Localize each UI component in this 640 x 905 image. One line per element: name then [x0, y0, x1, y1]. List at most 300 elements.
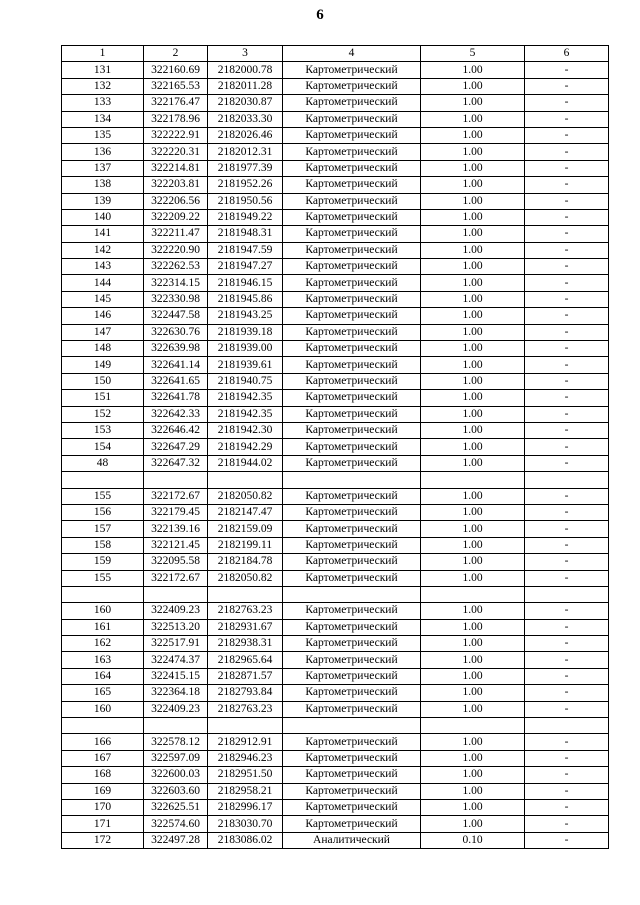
note-cell: -	[525, 685, 609, 701]
point-number-cell: 158	[62, 537, 144, 553]
column-header: 2	[144, 46, 208, 62]
table-row	[62, 750, 609, 766]
accuracy-cell: 1.00	[421, 734, 525, 750]
x-coordinate-cell: 322364.18	[144, 685, 208, 701]
note-cell	[525, 472, 609, 488]
accuracy-cell	[421, 472, 525, 488]
point-number-cell: 138	[62, 177, 144, 193]
y-coordinate-cell: 2182763.23	[208, 701, 283, 717]
y-coordinate-cell: 2182912.91	[208, 734, 283, 750]
method-cell: Картометрический	[283, 455, 421, 471]
x-coordinate-cell: 322178.96	[144, 111, 208, 127]
x-coordinate-cell: 322139.16	[144, 521, 208, 537]
point-number-cell: 156	[62, 504, 144, 520]
y-coordinate-cell: 2183030.70	[208, 816, 283, 832]
point-number-cell: 136	[62, 144, 144, 160]
point-number-cell: 168	[62, 767, 144, 783]
method-cell: Картометрический	[283, 291, 421, 307]
point-number-cell: 48	[62, 455, 144, 471]
table-row	[62, 783, 609, 799]
method-cell: Картометрический	[283, 209, 421, 225]
method-cell: Картометрический	[283, 275, 421, 291]
point-number-cell: 132	[62, 78, 144, 94]
x-coordinate-cell: 322578.12	[144, 734, 208, 750]
y-coordinate-cell: 2181942.30	[208, 422, 283, 438]
note-cell: -	[525, 767, 609, 783]
method-cell: Картометрический	[283, 750, 421, 766]
note-cell: -	[525, 783, 609, 799]
method-cell: Картометрический	[283, 767, 421, 783]
accuracy-cell: 1.00	[421, 324, 525, 340]
point-number-cell: 153	[62, 422, 144, 438]
method-cell: Картометрический	[283, 685, 421, 701]
y-coordinate-cell: 2181946.15	[208, 275, 283, 291]
accuracy-cell: 1.00	[421, 209, 525, 225]
note-cell: -	[525, 341, 609, 357]
method-cell: Картометрический	[283, 636, 421, 652]
table-row	[62, 832, 609, 848]
method-cell: Картометрический	[283, 259, 421, 275]
method-cell: Картометрический	[283, 226, 421, 242]
accuracy-cell: 1.00	[421, 226, 525, 242]
y-coordinate-cell: 2181947.27	[208, 259, 283, 275]
accuracy-cell: 1.00	[421, 242, 525, 258]
method-cell: Картометрический	[283, 439, 421, 455]
y-coordinate-cell: 2182184.78	[208, 554, 283, 570]
note-cell: -	[525, 291, 609, 307]
accuracy-cell: 1.00	[421, 127, 525, 143]
note-cell: -	[525, 406, 609, 422]
note-cell: -	[525, 619, 609, 635]
method-cell: Картометрический	[283, 734, 421, 750]
method-cell: Картометрический	[283, 422, 421, 438]
x-coordinate-cell: 322211.47	[144, 226, 208, 242]
accuracy-cell: 1.00	[421, 390, 525, 406]
method-cell: Картометрический	[283, 357, 421, 373]
point-number-cell: 151	[62, 390, 144, 406]
table-row	[62, 193, 609, 209]
y-coordinate-cell: 2181939.61	[208, 357, 283, 373]
note-cell: -	[525, 734, 609, 750]
point-number-cell	[62, 718, 144, 734]
y-coordinate-cell: 2182026.46	[208, 127, 283, 143]
method-cell: Картометрический	[283, 701, 421, 717]
x-coordinate-cell: 322176.47	[144, 95, 208, 111]
method-cell: Картометрический	[283, 783, 421, 799]
y-coordinate-cell	[208, 472, 283, 488]
table-row	[62, 554, 609, 570]
y-coordinate-cell: 2181942.35	[208, 406, 283, 422]
column-header: 4	[283, 46, 421, 62]
note-cell: -	[525, 62, 609, 78]
method-cell: Картометрический	[283, 537, 421, 553]
x-coordinate-cell: 322517.91	[144, 636, 208, 652]
point-number-cell: 162	[62, 636, 144, 652]
accuracy-cell: 1.00	[421, 95, 525, 111]
accuracy-cell: 0.10	[421, 832, 525, 848]
y-coordinate-cell	[208, 718, 283, 734]
accuracy-cell: 1.00	[421, 767, 525, 783]
accuracy-cell	[421, 586, 525, 602]
table-separator-row	[62, 586, 609, 602]
y-coordinate-cell: 2182147.47	[208, 504, 283, 520]
accuracy-cell: 1.00	[421, 537, 525, 553]
note-cell: -	[525, 701, 609, 717]
method-cell: Картометрический	[283, 144, 421, 160]
table-row	[62, 668, 609, 684]
note-cell: -	[525, 242, 609, 258]
table-row	[62, 78, 609, 94]
accuracy-cell: 1.00	[421, 504, 525, 520]
note-cell: -	[525, 799, 609, 815]
note-cell	[525, 718, 609, 734]
point-number-cell: 144	[62, 275, 144, 291]
point-number-cell: 161	[62, 619, 144, 635]
method-cell: Картометрический	[283, 668, 421, 684]
method-cell: Картометрический	[283, 373, 421, 389]
y-coordinate-cell: 2182030.87	[208, 95, 283, 111]
point-number-cell: 135	[62, 127, 144, 143]
point-number-cell: 152	[62, 406, 144, 422]
note-cell	[525, 586, 609, 602]
y-coordinate-cell: 2181947.59	[208, 242, 283, 258]
note-cell: -	[525, 570, 609, 586]
y-coordinate-cell: 2182763.23	[208, 603, 283, 619]
accuracy-cell: 1.00	[421, 799, 525, 815]
point-number-cell: 142	[62, 242, 144, 258]
table-row	[62, 308, 609, 324]
table-row	[62, 209, 609, 225]
table-row	[62, 177, 609, 193]
point-number-cell: 140	[62, 209, 144, 225]
x-coordinate-cell: 322574.60	[144, 816, 208, 832]
note-cell: -	[525, 111, 609, 127]
y-coordinate-cell: 2182931.67	[208, 619, 283, 635]
y-coordinate-cell: 2182938.31	[208, 636, 283, 652]
method-cell: Картометрический	[283, 570, 421, 586]
table-row	[62, 570, 609, 586]
note-cell: -	[525, 275, 609, 291]
y-coordinate-cell: 2182965.64	[208, 652, 283, 668]
table-row	[62, 291, 609, 307]
point-number-cell: 159	[62, 554, 144, 570]
method-cell: Картометрический	[283, 127, 421, 143]
table-row	[62, 619, 609, 635]
method-cell: Картометрический	[283, 111, 421, 127]
y-coordinate-cell: 2182996.17	[208, 799, 283, 815]
note-cell: -	[525, 488, 609, 504]
y-coordinate-cell: 2182050.82	[208, 488, 283, 504]
point-number-cell: 134	[62, 111, 144, 127]
point-number-cell	[62, 586, 144, 602]
x-coordinate-cell	[144, 586, 208, 602]
y-coordinate-cell: 2181952.26	[208, 177, 283, 193]
accuracy-cell: 1.00	[421, 783, 525, 799]
method-cell: Картометрический	[283, 504, 421, 520]
table-row	[62, 521, 609, 537]
table-separator-row	[62, 472, 609, 488]
x-coordinate-cell: 322095.58	[144, 554, 208, 570]
note-cell: -	[525, 259, 609, 275]
method-cell	[283, 586, 421, 602]
table-header-row	[62, 46, 609, 62]
table-row	[62, 242, 609, 258]
x-coordinate-cell: 322203.81	[144, 177, 208, 193]
accuracy-cell: 1.00	[421, 685, 525, 701]
method-cell: Картометрический	[283, 78, 421, 94]
method-cell: Картометрический	[283, 799, 421, 815]
y-coordinate-cell: 2182958.21	[208, 783, 283, 799]
y-coordinate-cell: 2182951.50	[208, 767, 283, 783]
x-coordinate-cell: 322179.45	[144, 504, 208, 520]
table-row	[62, 341, 609, 357]
accuracy-cell: 1.00	[421, 488, 525, 504]
x-coordinate-cell: 322642.33	[144, 406, 208, 422]
note-cell: -	[525, 636, 609, 652]
y-coordinate-cell: 2182159.09	[208, 521, 283, 537]
y-coordinate-cell: 2182012.31	[208, 144, 283, 160]
point-number-cell: 141	[62, 226, 144, 242]
point-number-cell: 165	[62, 685, 144, 701]
method-cell: Картометрический	[283, 406, 421, 422]
table-row	[62, 373, 609, 389]
note-cell: -	[525, 422, 609, 438]
point-number-cell: 163	[62, 652, 144, 668]
table-row	[62, 324, 609, 340]
point-number-cell: 171	[62, 816, 144, 832]
method-cell: Картометрический	[283, 652, 421, 668]
table-separator-row	[62, 718, 609, 734]
x-coordinate-cell: 322600.03	[144, 767, 208, 783]
note-cell: -	[525, 177, 609, 193]
x-coordinate-cell: 322647.29	[144, 439, 208, 455]
method-cell: Картометрический	[283, 324, 421, 340]
note-cell: -	[525, 324, 609, 340]
method-cell: Картометрический	[283, 177, 421, 193]
note-cell: -	[525, 439, 609, 455]
table-row	[62, 160, 609, 176]
accuracy-cell: 1.00	[421, 603, 525, 619]
point-number-cell: 170	[62, 799, 144, 815]
point-number-cell: 155	[62, 570, 144, 586]
note-cell: -	[525, 209, 609, 225]
y-coordinate-cell: 2183086.02	[208, 832, 283, 848]
point-number-cell: 143	[62, 259, 144, 275]
note-cell: -	[525, 127, 609, 143]
table-row	[62, 636, 609, 652]
note-cell: -	[525, 750, 609, 766]
note-cell: -	[525, 160, 609, 176]
method-cell	[283, 718, 421, 734]
accuracy-cell: 1.00	[421, 144, 525, 160]
point-number-cell: 137	[62, 160, 144, 176]
accuracy-cell: 1.00	[421, 521, 525, 537]
accuracy-cell: 1.00	[421, 291, 525, 307]
note-cell: -	[525, 455, 609, 471]
method-cell: Картометрический	[283, 193, 421, 209]
table-row	[62, 226, 609, 242]
x-coordinate-cell: 322165.53	[144, 78, 208, 94]
y-coordinate-cell: 2182033.30	[208, 111, 283, 127]
x-coordinate-cell: 322409.23	[144, 701, 208, 717]
y-coordinate-cell: 2181948.31	[208, 226, 283, 242]
table-row	[62, 488, 609, 504]
x-coordinate-cell: 322330.98	[144, 291, 208, 307]
x-coordinate-cell: 322172.67	[144, 488, 208, 504]
y-coordinate-cell: 2182199.11	[208, 537, 283, 553]
column-header: 3	[208, 46, 283, 62]
table-row	[62, 357, 609, 373]
table-row	[62, 422, 609, 438]
method-cell: Картометрический	[283, 95, 421, 111]
x-coordinate-cell: 322121.45	[144, 537, 208, 553]
y-coordinate-cell: 2181939.18	[208, 324, 283, 340]
point-number-cell: 150	[62, 373, 144, 389]
point-number-cell: 155	[62, 488, 144, 504]
x-coordinate-cell: 322497.28	[144, 832, 208, 848]
y-coordinate-cell	[208, 586, 283, 602]
x-coordinate-cell	[144, 472, 208, 488]
accuracy-cell: 1.00	[421, 406, 525, 422]
accuracy-cell	[421, 718, 525, 734]
point-number-cell: 131	[62, 62, 144, 78]
y-coordinate-cell: 2181942.29	[208, 439, 283, 455]
table-row	[62, 767, 609, 783]
accuracy-cell: 1.00	[421, 373, 525, 389]
method-cell: Картометрический	[283, 390, 421, 406]
point-number-cell: 147	[62, 324, 144, 340]
y-coordinate-cell: 2182050.82	[208, 570, 283, 586]
table-row	[62, 259, 609, 275]
point-number-cell: 149	[62, 357, 144, 373]
method-cell: Картометрический	[283, 554, 421, 570]
table-row	[62, 127, 609, 143]
note-cell: -	[525, 521, 609, 537]
point-number-cell: 166	[62, 734, 144, 750]
method-cell: Картометрический	[283, 341, 421, 357]
table-row	[62, 455, 609, 471]
page-number: 6	[316, 7, 324, 23]
y-coordinate-cell: 2181950.56	[208, 193, 283, 209]
note-cell: -	[525, 554, 609, 570]
accuracy-cell: 1.00	[421, 701, 525, 717]
method-cell: Картометрический	[283, 521, 421, 537]
method-cell: Картометрический	[283, 816, 421, 832]
x-coordinate-cell: 322214.81	[144, 160, 208, 176]
method-cell: Аналитический	[283, 832, 421, 848]
point-number-cell: 164	[62, 668, 144, 684]
x-coordinate-cell: 322597.09	[144, 750, 208, 766]
column-header: 5	[421, 46, 525, 62]
y-coordinate-cell: 2182946.23	[208, 750, 283, 766]
x-coordinate-cell: 322206.56	[144, 193, 208, 209]
note-cell: -	[525, 816, 609, 832]
x-coordinate-cell: 322639.98	[144, 341, 208, 357]
x-coordinate-cell: 322314.15	[144, 275, 208, 291]
note-cell: -	[525, 357, 609, 373]
accuracy-cell: 1.00	[421, 816, 525, 832]
note-cell: -	[525, 504, 609, 520]
method-cell: Картометрический	[283, 308, 421, 324]
x-coordinate-cell: 322447.58	[144, 308, 208, 324]
x-coordinate-cell: 322160.69	[144, 62, 208, 78]
note-cell: -	[525, 95, 609, 111]
accuracy-cell: 1.00	[421, 619, 525, 635]
y-coordinate-cell: 2182871.57	[208, 668, 283, 684]
table-row	[62, 701, 609, 717]
point-number-cell: 169	[62, 783, 144, 799]
accuracy-cell: 1.00	[421, 636, 525, 652]
x-coordinate-cell	[144, 718, 208, 734]
note-cell: -	[525, 308, 609, 324]
x-coordinate-cell: 322409.23	[144, 603, 208, 619]
x-coordinate-cell: 322209.22	[144, 209, 208, 225]
point-number-cell: 160	[62, 701, 144, 717]
accuracy-cell: 1.00	[421, 275, 525, 291]
note-cell: -	[525, 390, 609, 406]
accuracy-cell: 1.00	[421, 78, 525, 94]
column-header: 6	[525, 46, 609, 62]
point-number-cell: 157	[62, 521, 144, 537]
point-number-cell: 139	[62, 193, 144, 209]
point-number-cell: 146	[62, 308, 144, 324]
y-coordinate-cell: 2181942.35	[208, 390, 283, 406]
point-number-cell: 154	[62, 439, 144, 455]
note-cell: -	[525, 226, 609, 242]
note-cell: -	[525, 832, 609, 848]
x-coordinate-cell: 322474.37	[144, 652, 208, 668]
table-row	[62, 390, 609, 406]
accuracy-cell: 1.00	[421, 308, 525, 324]
accuracy-cell: 1.00	[421, 259, 525, 275]
table-row	[62, 734, 609, 750]
table-row	[62, 652, 609, 668]
accuracy-cell: 1.00	[421, 111, 525, 127]
accuracy-cell: 1.00	[421, 570, 525, 586]
table-row	[62, 111, 609, 127]
accuracy-cell: 1.00	[421, 341, 525, 357]
x-coordinate-cell: 322415.15	[144, 668, 208, 684]
method-cell: Картометрический	[283, 603, 421, 619]
y-coordinate-cell: 2181940.75	[208, 373, 283, 389]
method-cell: Картометрический	[283, 488, 421, 504]
x-coordinate-cell: 322630.76	[144, 324, 208, 340]
y-coordinate-cell: 2182793.84	[208, 685, 283, 701]
x-coordinate-cell: 322641.14	[144, 357, 208, 373]
table-row	[62, 62, 609, 78]
x-coordinate-cell: 322603.60	[144, 783, 208, 799]
x-coordinate-cell: 322646.42	[144, 422, 208, 438]
coordinates-table	[61, 45, 609, 849]
accuracy-cell: 1.00	[421, 177, 525, 193]
note-cell: -	[525, 373, 609, 389]
table-row	[62, 275, 609, 291]
method-cell	[283, 472, 421, 488]
accuracy-cell: 1.00	[421, 668, 525, 684]
method-cell: Картометрический	[283, 160, 421, 176]
method-cell: Картометрический	[283, 62, 421, 78]
point-number-cell: 133	[62, 95, 144, 111]
point-number-cell: 160	[62, 603, 144, 619]
table-row	[62, 799, 609, 815]
x-coordinate-cell: 322625.51	[144, 799, 208, 815]
point-number-cell: 148	[62, 341, 144, 357]
y-coordinate-cell: 2181939.00	[208, 341, 283, 357]
column-header: 1	[62, 46, 144, 62]
accuracy-cell: 1.00	[421, 422, 525, 438]
method-cell: Картометрический	[283, 619, 421, 635]
point-number-cell: 172	[62, 832, 144, 848]
